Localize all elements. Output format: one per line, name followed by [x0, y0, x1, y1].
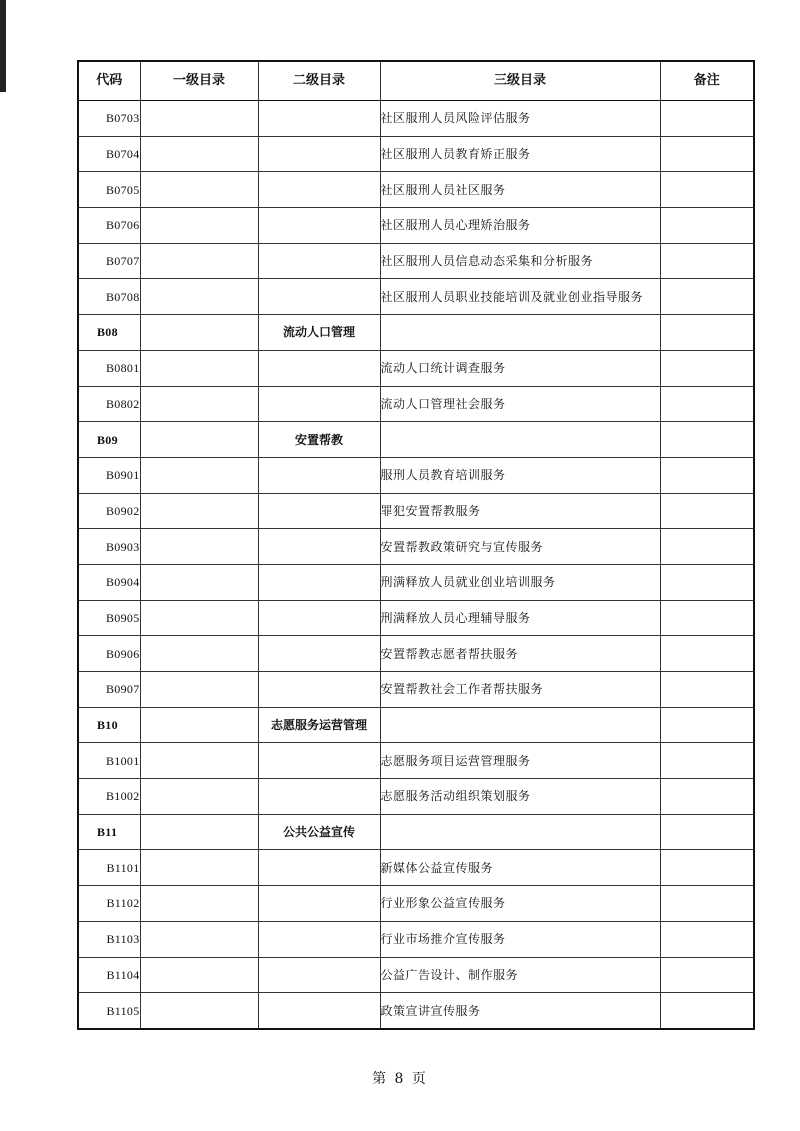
row-level2: 安置帮教 — [258, 422, 380, 458]
row-level1 — [140, 993, 258, 1029]
table-group-row — [78, 707, 754, 743]
row-code: B10 — [78, 707, 140, 743]
table-row — [78, 636, 754, 672]
row-level3: 行业市场推介宣传服务 — [380, 921, 660, 957]
row-level3: 流动人口管理社会服务 — [380, 386, 660, 422]
row-level3: 流动人口统计调查服务 — [380, 350, 660, 386]
row-level2 — [258, 886, 380, 922]
row-level2 — [258, 529, 380, 565]
row-remarks — [660, 386, 754, 422]
row-code: B1104 — [78, 957, 140, 993]
table-row — [78, 101, 754, 137]
row-code: B0903 — [78, 529, 140, 565]
row-remarks — [660, 886, 754, 922]
table-row — [78, 493, 754, 529]
row-level3 — [380, 814, 660, 850]
table-row — [78, 243, 754, 279]
row-level3: 社区服刑人员心理矫治服务 — [380, 208, 660, 244]
row-remarks — [660, 993, 754, 1029]
row-level3: 社区服刑人员信息动态采集和分析服务 — [380, 243, 660, 279]
row-level3: 服刑人员教育培训服务 — [380, 457, 660, 493]
row-code: B09 — [78, 422, 140, 458]
header-level2: 二级目录 — [258, 61, 380, 101]
row-level2 — [258, 172, 380, 208]
row-code: B0706 — [78, 208, 140, 244]
table-row — [78, 279, 754, 315]
row-remarks — [660, 707, 754, 743]
table-group-row — [78, 814, 754, 850]
row-level3: 安置帮教政策研究与宣传服务 — [380, 529, 660, 565]
row-level2 — [258, 493, 380, 529]
row-remarks — [660, 315, 754, 351]
row-remarks — [660, 350, 754, 386]
row-code: B0905 — [78, 600, 140, 636]
row-level3 — [380, 422, 660, 458]
row-level1 — [140, 315, 258, 351]
row-level2 — [258, 350, 380, 386]
row-remarks — [660, 564, 754, 600]
row-level2: 流动人口管理 — [258, 315, 380, 351]
row-code: B1103 — [78, 921, 140, 957]
row-code: B0906 — [78, 636, 140, 672]
row-level2: 志愿服务运营管理 — [258, 707, 380, 743]
table-row — [78, 957, 754, 993]
row-code: B0705 — [78, 172, 140, 208]
row-level3: 志愿服务项目运营管理服务 — [380, 743, 660, 779]
row-level1 — [140, 779, 258, 815]
row-level3: 志愿服务活动组织策划服务 — [380, 779, 660, 815]
row-level2 — [258, 957, 380, 993]
row-code: B0704 — [78, 136, 140, 172]
row-remarks — [660, 636, 754, 672]
row-level2 — [258, 564, 380, 600]
row-level1 — [140, 101, 258, 137]
table-group-row — [78, 422, 754, 458]
row-level1 — [140, 386, 258, 422]
row-code: B0802 — [78, 386, 140, 422]
row-code: B1101 — [78, 850, 140, 886]
row-code: B0902 — [78, 493, 140, 529]
row-level3 — [380, 707, 660, 743]
row-code: B08 — [78, 315, 140, 351]
row-remarks — [660, 422, 754, 458]
row-level2 — [258, 779, 380, 815]
row-remarks — [660, 672, 754, 708]
row-level3: 社区服刑人员教育矫正服务 — [380, 136, 660, 172]
row-code: B1105 — [78, 993, 140, 1029]
row-level3: 社区服刑人员风险评估服务 — [380, 101, 660, 137]
row-level2 — [258, 243, 380, 279]
catalog-table — [77, 60, 755, 1030]
row-level1 — [140, 886, 258, 922]
table-row — [78, 600, 754, 636]
scan-edge-mark — [0, 0, 6, 92]
row-level1 — [140, 350, 258, 386]
table-row — [78, 993, 754, 1029]
row-level2 — [258, 279, 380, 315]
row-code: B0703 — [78, 101, 140, 137]
row-level3: 公益广告设计、制作服务 — [380, 957, 660, 993]
table-row — [78, 779, 754, 815]
row-level1 — [140, 208, 258, 244]
table-group-row — [78, 315, 754, 351]
table-row — [78, 886, 754, 922]
row-code: B0904 — [78, 564, 140, 600]
row-level2 — [258, 208, 380, 244]
row-remarks — [660, 279, 754, 315]
row-level3: 安置帮教志愿者帮扶服务 — [380, 636, 660, 672]
table-row — [78, 350, 754, 386]
row-level3: 社区服刑人员职业技能培训及就业创业指导服务 — [380, 279, 660, 315]
header-level3: 三级目录 — [380, 61, 660, 101]
row-level1 — [140, 493, 258, 529]
row-remarks — [660, 493, 754, 529]
table-row — [78, 529, 754, 565]
row-level1 — [140, 279, 258, 315]
row-level2 — [258, 136, 380, 172]
row-level3: 罪犯安置帮教服务 — [380, 493, 660, 529]
row-level1 — [140, 136, 258, 172]
row-remarks — [660, 529, 754, 565]
row-code: B11 — [78, 814, 140, 850]
row-level1 — [140, 814, 258, 850]
row-level1 — [140, 743, 258, 779]
row-level1 — [140, 850, 258, 886]
row-level3: 刑满释放人员心理辅导服务 — [380, 600, 660, 636]
row-level1 — [140, 422, 258, 458]
table-row — [78, 850, 754, 886]
row-level1 — [140, 529, 258, 565]
row-level3: 刑满释放人员就业创业培训服务 — [380, 564, 660, 600]
row-remarks — [660, 814, 754, 850]
row-level1 — [140, 707, 258, 743]
row-level1 — [140, 600, 258, 636]
table-row — [78, 386, 754, 422]
row-level2 — [258, 921, 380, 957]
row-level2 — [258, 672, 380, 708]
row-level3: 社区服刑人员社区服务 — [380, 172, 660, 208]
row-level1 — [140, 636, 258, 672]
row-remarks — [660, 600, 754, 636]
row-code: B1002 — [78, 779, 140, 815]
row-level2 — [258, 993, 380, 1029]
row-code: B1001 — [78, 743, 140, 779]
header-code: 代码 — [78, 61, 140, 101]
table-row — [78, 921, 754, 957]
table-header-row — [78, 61, 754, 101]
row-code: B0801 — [78, 350, 140, 386]
row-level1 — [140, 672, 258, 708]
row-level2 — [258, 600, 380, 636]
table-row — [78, 564, 754, 600]
row-level1 — [140, 172, 258, 208]
page-number: 第 8 页 — [372, 1071, 428, 1087]
row-level1 — [140, 564, 258, 600]
table-row — [78, 672, 754, 708]
row-remarks — [660, 172, 754, 208]
table-row — [78, 208, 754, 244]
row-remarks — [660, 101, 754, 137]
row-level2 — [258, 386, 380, 422]
row-level3: 安置帮教社会工作者帮扶服务 — [380, 672, 660, 708]
row-code: B1102 — [78, 886, 140, 922]
row-level1 — [140, 921, 258, 957]
table-row — [78, 743, 754, 779]
table-row — [78, 172, 754, 208]
row-level2 — [258, 743, 380, 779]
table-row — [78, 136, 754, 172]
table-row — [78, 457, 754, 493]
row-remarks — [660, 850, 754, 886]
row-remarks — [660, 921, 754, 957]
row-remarks — [660, 136, 754, 172]
row-remarks — [660, 243, 754, 279]
row-code: B0707 — [78, 243, 140, 279]
row-level3: 政策宣讲宣传服务 — [380, 993, 660, 1029]
row-level2 — [258, 457, 380, 493]
row-remarks — [660, 957, 754, 993]
row-level1 — [140, 457, 258, 493]
row-level3 — [380, 315, 660, 351]
row-level2: 公共公益宣传 — [258, 814, 380, 850]
row-code: B0901 — [78, 457, 140, 493]
row-level3: 行业形象公益宣传服务 — [380, 886, 660, 922]
row-remarks — [660, 208, 754, 244]
row-level1 — [140, 243, 258, 279]
header-remarks: 备注 — [660, 61, 754, 101]
row-level3: 新媒体公益宣传服务 — [380, 850, 660, 886]
row-level2 — [258, 636, 380, 672]
row-remarks — [660, 779, 754, 815]
row-level2 — [258, 850, 380, 886]
row-code: B0907 — [78, 672, 140, 708]
row-remarks — [660, 743, 754, 779]
row-level1 — [140, 957, 258, 993]
row-code: B0708 — [78, 279, 140, 315]
row-remarks — [660, 457, 754, 493]
row-level2 — [258, 101, 380, 137]
header-level1: 一级目录 — [140, 61, 258, 101]
